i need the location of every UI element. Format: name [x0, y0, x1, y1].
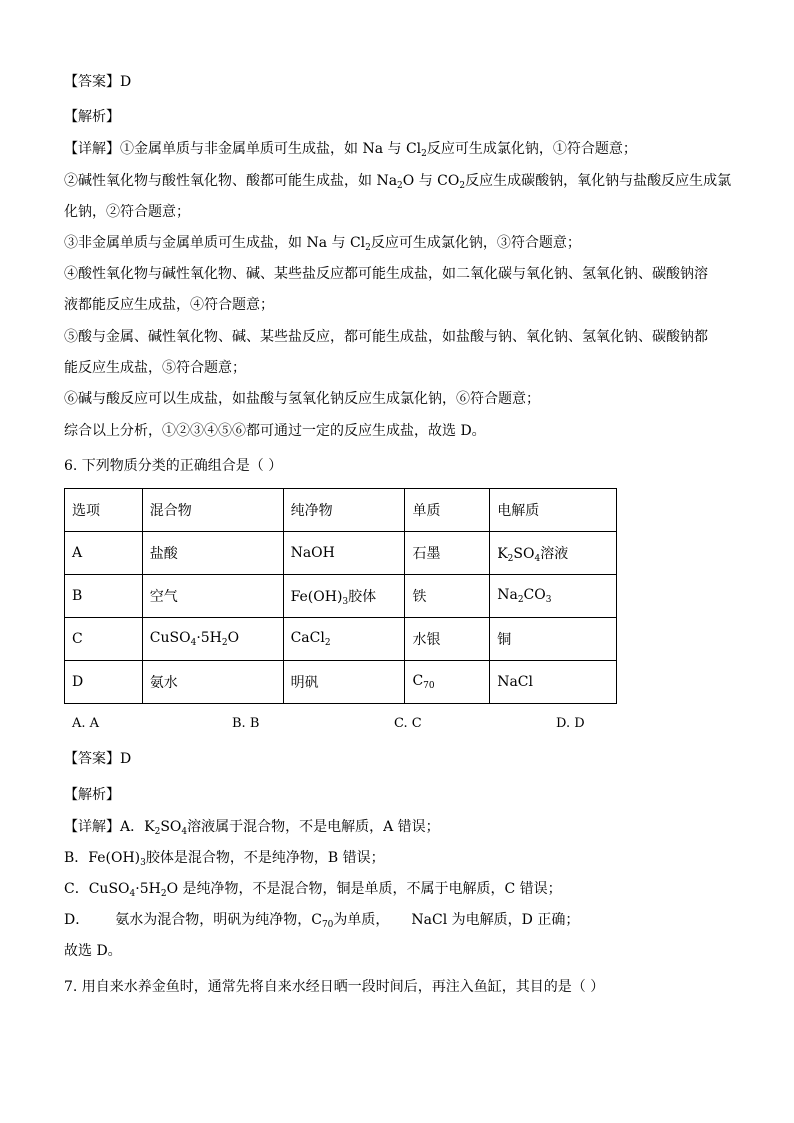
text: 反应可生成氯化钠，③符合题意；	[370, 235, 581, 251]
header-cell: 混合物	[142, 489, 283, 532]
table-cell	[142, 618, 283, 661]
choice-d: D. D	[556, 716, 585, 731]
table-cell: NaCl	[490, 661, 617, 704]
answer-label: 【答案】	[64, 751, 120, 767]
text: 溶液属于混合物，不是电解质，A 错误；	[187, 819, 440, 835]
q7-stem	[64, 977, 604, 997]
header-cell: 选项	[65, 489, 143, 532]
text: 反应生成碳酸钠，氧化钠与盐酸反应生成氯	[465, 173, 732, 189]
formula-part: SO	[513, 545, 535, 562]
q5-detail-line-4	[64, 233, 581, 258]
answer-value: D	[120, 751, 132, 767]
q6-detail-line-4	[64, 910, 579, 935]
table-cell: 氨水	[142, 661, 283, 704]
text: B．Fe(OH)	[64, 850, 141, 866]
text: 综合以上分析，①②③④⑤⑥都可通过一定的反应生成盐，故选 D。	[64, 423, 486, 439]
text: 故选 D。	[64, 943, 122, 959]
answer-value: D	[120, 74, 132, 90]
q6-detail-line-1	[64, 817, 440, 842]
table-row	[65, 575, 617, 618]
text: ③非金属单质与金属单质可生成盐，如 Na 与 Cl	[64, 235, 366, 251]
formula-part: Na	[497, 587, 518, 603]
subscript: 2	[397, 181, 403, 191]
q5-detail-line-1	[64, 139, 637, 164]
question-text: 6. 下列物质分类的正确组合是（ ）	[64, 458, 283, 474]
table-cell: 铜	[490, 618, 617, 661]
formula-part: 胶体	[348, 588, 377, 605]
subscript: 3	[140, 858, 146, 868]
subscript: 2	[517, 595, 524, 605]
table-cell: D	[65, 661, 143, 704]
table-cell: NaOH	[283, 532, 405, 575]
table-header-row	[65, 489, 617, 532]
q6-detail-line-3	[64, 879, 562, 904]
analysis-label: 【解析】	[64, 787, 120, 803]
choice-a: A. A	[72, 716, 100, 731]
text: ④酸性氧化物与碱性氧化物、碱、某些盐反应都可能生成盐，如二氧化碳与氧化钠、氢氧化钠、碳酸钠溶	[64, 266, 708, 282]
formula-part: 溶液	[540, 545, 569, 562]
q6-stem	[64, 456, 282, 476]
q5-detail-line-6	[64, 295, 274, 315]
table-cell: 石墨	[405, 532, 490, 575]
formula-part: C	[412, 673, 424, 689]
subscript: 2	[365, 243, 371, 253]
text: 能反应生成盐，⑤符合题意；	[64, 360, 246, 376]
text: 化钠，②符合题意；	[64, 204, 190, 220]
table-cell: B	[65, 575, 143, 618]
q6-detail-line-2	[64, 848, 385, 873]
header-cell: 单质	[405, 489, 490, 532]
table-row	[65, 532, 617, 575]
header-cell: 电解质	[490, 489, 617, 532]
subscript: 2	[221, 638, 228, 648]
formula-part: Fe(OH)	[290, 588, 343, 605]
subscript: 2	[507, 553, 514, 564]
choice-b: B. B	[232, 716, 260, 731]
formula-part: O	[227, 630, 240, 646]
table-cell: C	[65, 618, 143, 661]
q5-detail-line-8	[64, 358, 246, 378]
classification-table	[64, 488, 617, 704]
subscript: 2	[459, 181, 466, 191]
text: ⑥碱与酸反应可以生成盐，如盐酸与氢氧化钠反应生成氯化钠，⑥符合题意；	[64, 391, 540, 407]
table-row	[65, 618, 617, 661]
text: A．K	[120, 819, 155, 835]
formula-part: CO	[523, 587, 546, 603]
text: O 是纯净物，不是混合物，铜是单质，不属于电解质，C 错误；	[166, 881, 562, 897]
q6-answer-line	[64, 749, 131, 769]
q5-detail-line-3	[64, 202, 190, 222]
table-cell	[283, 575, 405, 618]
q6-analysis-label	[64, 785, 120, 805]
detail-label: 【详解】	[64, 141, 120, 157]
text: ⑤酸与金属、碱性氧化物、碱、某些盐反应，都可能生成盐，如盐酸与钠、氧化钠、氢氧化钠、碳酸钠都	[64, 329, 708, 345]
q5-detail-line-2	[64, 171, 731, 196]
table-cell: 铁	[405, 575, 490, 618]
table-cell	[490, 532, 617, 575]
q5-detail-line-10	[64, 421, 486, 441]
formula-part: ·5H	[196, 630, 222, 646]
text: SO	[160, 819, 182, 835]
question-text: 7. 用自来水养金鱼时，通常先将自来水经日晒一段时间后，再注入鱼缸，其目的是（ ）	[64, 979, 605, 995]
text: 反应可生成氯化钠，①符合题意；	[426, 141, 637, 157]
q5-detail-line-9	[64, 389, 540, 409]
text: ①金属单质与非金属单质可生成盐，如 Na 与 Cl	[120, 141, 422, 157]
choice-c: C. C	[394, 716, 422, 731]
formula-part: CuSO	[149, 630, 191, 646]
text: D．	[64, 912, 90, 928]
subscript: 3	[342, 596, 349, 607]
subscript: 70	[423, 681, 435, 691]
formula-part: CaCl	[290, 630, 325, 646]
text: 为单质，	[333, 912, 390, 928]
text: 氨水为混合物，明矾为纯净物，C	[115, 912, 322, 928]
subscript: 4	[181, 827, 188, 837]
table-cell	[405, 661, 490, 704]
subscript: 4	[129, 889, 136, 899]
text: C．CuSO	[64, 881, 130, 897]
table-cell: 水银	[405, 618, 490, 661]
subscript: 4	[190, 638, 197, 648]
subscript: 2	[160, 889, 167, 899]
table-row	[65, 661, 617, 704]
text: NaCl 为电解质，D 正确；	[411, 912, 580, 928]
q5-detail-line-7	[64, 327, 708, 347]
table-cell	[283, 618, 405, 661]
table-cell: 盐酸	[142, 532, 283, 575]
text: ·5H	[135, 881, 161, 897]
table-cell: 空气	[142, 575, 283, 618]
subscript: 3	[545, 595, 552, 605]
text: 胶体是混合物，不是纯净物，B 错误；	[145, 850, 385, 866]
formula-part: K	[497, 545, 508, 562]
q5-answer-line	[64, 72, 131, 92]
subscript: 70	[321, 920, 334, 930]
subscript: 2	[421, 149, 427, 159]
analysis-label: 【解析】	[64, 109, 120, 125]
subscript: 2	[154, 827, 161, 837]
text: O 与 CO	[402, 173, 460, 189]
text: 液都能反应生成盐，④符合题意；	[64, 297, 274, 313]
q5-analysis-label	[64, 107, 120, 127]
subscript: 2	[324, 638, 331, 648]
detail-label: 【详解】	[64, 819, 120, 835]
subscript: 4	[534, 553, 541, 564]
table-cell: 明矾	[283, 661, 405, 704]
text: ②碱性氧化物与酸性氧化物、酸都可能生成盐，如 Na	[64, 173, 398, 189]
q6-detail-line-5	[64, 941, 122, 961]
table-cell	[490, 575, 617, 618]
q5-detail-line-5	[64, 264, 708, 284]
table-cell: A	[65, 532, 143, 575]
header-cell: 纯净物	[283, 489, 405, 532]
answer-label: 【答案】	[64, 74, 120, 90]
